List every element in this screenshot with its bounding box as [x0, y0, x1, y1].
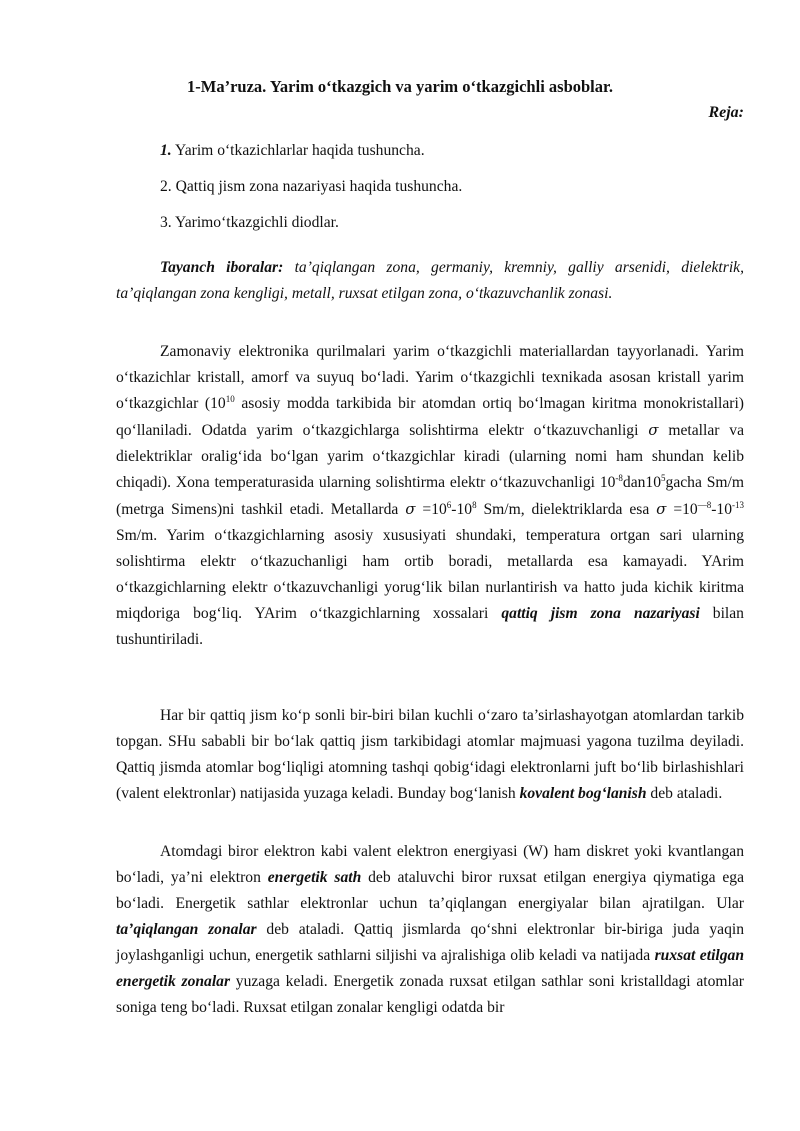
keywords-paragraph: [116, 255, 744, 307]
paragraph-covalent-bond: [116, 703, 744, 807]
plan-item: [160, 210, 339, 236]
plan-item-text: Yarim o‘tkazichlarlar haqida tushuncha.: [171, 142, 425, 159]
sigma-symbol: σ: [648, 421, 659, 439]
text-run: =10: [415, 501, 447, 518]
text-run: deb ataluvchi biror ruxsat etilgan energiya qiymatiga ega bo‘ladi. Energetik sathlar elektronlar uchun ta’qiqlangan energiyalar bilan ajratilgan. Ular: [116, 869, 744, 912]
text-run: bilan tushuntiriladi.: [116, 605, 744, 648]
keywords-label: Tayanch iboralar:: [160, 259, 284, 276]
lecture-title: 1-Ma’ruza. Yarim o‘tkazgich va yarim o‘tkazgichli asboblar.: [187, 77, 613, 96]
keywords-text: ta’qiqlangan zona, germaniy, kremniy, galliy arsenidi, dielektrik, ta’qiqlangan zona kengligi, metall, ruxsat etilgan zona, o‘tkazuvchanlik zonasi.: [116, 259, 744, 302]
plan-label: Reja:: [708, 104, 744, 121]
text-run: metallar va dielektriklar oralig‘ida bo‘lgan yarim o‘tkazgichlar kiradi (ularning nomi ham shundan kelib chiqadi). Xona temperaturasida ularning solishtirma elektr o‘tkazuvchanligi 10: [116, 422, 744, 491]
superscript: 5: [661, 473, 666, 483]
text-run: dan10: [622, 474, 662, 491]
text-run: =10: [666, 501, 698, 518]
emphasized-term: ruxsat etilgan energetik zonalar: [116, 947, 744, 990]
superscript: 6: [446, 500, 452, 510]
sigma-symbol: σ: [656, 500, 667, 518]
text-run: deb ataladi.: [646, 785, 723, 802]
emphasized-term: energetik sath: [267, 869, 362, 886]
emphasized-term: qattiq jism zona nazariyasi: [501, 605, 700, 622]
text-run: gacha Sm/m (metrga Simens)ni tashkil etadi. Metallarda: [116, 474, 744, 518]
text-run: Atomdagi biror elektron kabi valent elektron energiyasi (W) ham diskret yoki kvantlangan bo‘ladi, ya’ni elektron: [116, 843, 744, 886]
paragraph-energy-levels: [116, 839, 744, 1021]
paragraph-semiconductors: [116, 339, 744, 653]
superscript: -13: [732, 500, 745, 510]
text-run: Har bir qattiq jism ko‘p sonli bir-biri bilan kuchli o‘zaro ta’sirlashayotgan atomlardan tarkib topgan. SHu sababli bir bo‘lak qattiq jism tarkibidagi atomlar majmuasi yagona tuzilma deyiladi. Qattiq jismda atomlar bog‘liqligi atomning tashqi qobig‘idagi elektronlarni juft bo‘lib birlashishlari (valent elektronlar) natijasida yuzaga keladi. Bunday bog‘lanish: [116, 707, 744, 802]
superscript: 8: [472, 500, 477, 510]
text-run: deb ataladi. Qattiq jismlarda qo‘shni elektronlar bir-biriga juda yaqin joylashganligi uchun, energetik sathlarni siljishi va ajralishiga olib keladi va natijada: [116, 921, 745, 964]
plan-item: [160, 138, 425, 164]
plan-item-number: 2.: [160, 178, 172, 195]
emphasized-term: ta’qiqlangan zonalar: [116, 921, 257, 938]
plan-item-text: Qattiq jism zona nazariyasi haqida tushuncha.: [171, 178, 463, 195]
plan-item-number: 1.: [160, 142, 172, 159]
plan-item-number: 3.: [160, 214, 172, 231]
text-run: asosiy modda tarkibida bir atomdan ortiq bo‘lmagan kiritma monokristallari) qo‘llaniladi. Odatda yarim o‘tkazgichlarga solishtirma elektr o‘tkazuvchanligi: [116, 395, 744, 439]
text-run: Sm/m. Yarim o‘tkazgichlarning asosiy xususiyati shundaki, temperatura ortgan sari ularning solishtirma elektr o‘tkazuchanligi ham ortib boradi, metallarda esa kamayadi. YArim o‘tkazgichlarning elektr o‘tkazuvchanligi yorug‘lik bilan nurlantirish va hatto juda kichik kiritma miqdoriga bog‘liq. YArim o‘tkazgichlarning xossalari: [116, 527, 744, 622]
plan-item: [160, 174, 462, 200]
text-run: Zamonaviy elektronika qurilmalari yarim o‘tkazgichli materiallardan tayyorlanadi. Yarim o‘tkazichlar kristall, amorf va suyuq bo‘ladi. Yarim o‘tkazgichli texnikada asosan kristall yarim o‘tkazgichlar (10: [116, 343, 744, 412]
text-run: -10: [451, 501, 473, 518]
superscript: 10: [225, 394, 235, 404]
text-run: -10: [711, 501, 733, 518]
emphasized-term: kovalent bog‘lanish: [519, 785, 647, 802]
text-run: Sm/m, dielektriklarda esa: [476, 501, 657, 518]
text-run: yuzaga keladi. Energetik zonada ruxsat etilgan sathlar soni kristalldagi atomlar soniga teng bo‘ladi. Ruxsat etilgan zonalar kengligi odatda bir: [116, 973, 744, 1016]
superscript: -8: [615, 473, 623, 483]
plan-item-text: Yarimo‘tkazgichli diodlar.: [171, 214, 339, 231]
sigma-symbol: σ: [405, 500, 416, 518]
superscript: —8: [697, 500, 712, 510]
